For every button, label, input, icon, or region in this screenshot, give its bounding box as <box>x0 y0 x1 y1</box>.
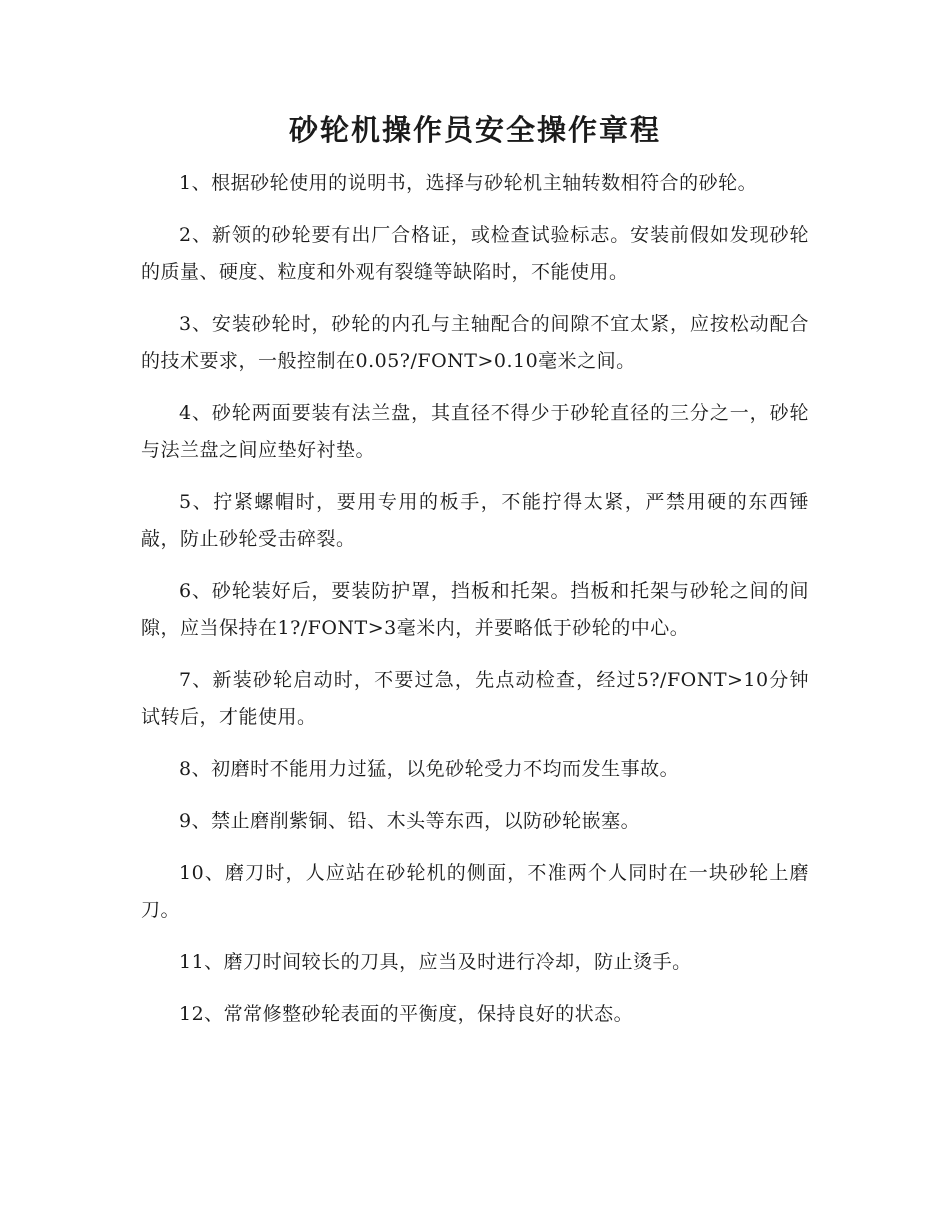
rule-paragraph-1: 1、根据砂轮使用的说明书，选择与砂轮机主轴转数相符合的砂轮。 <box>179 172 758 194</box>
document-title: 砂轮机操作员安全操作章程 <box>288 113 661 147</box>
rule-paragraph-6: 6、砂轮装好后，要装防护罩，挡板和托架。挡板和托架与砂轮之间的间隙，应当保持在1?/FONT>3毫米内，并要略低于砂轮的中心。 <box>141 580 809 639</box>
rule-paragraph-9: 9、禁止磨削紫铜、铅、木头等东西，以防砂轮嵌塞。 <box>179 810 641 832</box>
rule-paragraph-10: 10、磨刀时，人应站在砂轮机的侧面，不准两个人同时在一块砂轮上磨刀。 <box>141 862 809 921</box>
rule-paragraph-11: 11、磨刀时间较长的刀具，应当及时进行冷却，防止烫手。 <box>179 951 692 973</box>
rule-paragraph-2: 2、新领的砂轮要有出厂合格证，或检查试验标志。安装前假如发现砂轮的质量、硬度、粒度和外观有裂缝等缺陷时，不能使用。 <box>141 224 809 283</box>
rule-paragraph-8: 8、初磨时不能用力过猛，以免砂轮受力不均而发生事故。 <box>179 758 680 780</box>
rule-paragraph-12: 12、常常修整砂轮表面的平衡度，保持良好的状态。 <box>179 1003 634 1025</box>
rule-paragraph-4: 4、砂轮两面要装有法兰盘，其直径不得少于砂轮直径的三分之一，砂轮与法兰盘之间应垫好衬垫。 <box>141 402 809 461</box>
rule-paragraph-3: 3、安装砂轮时，砂轮的内孔与主轴配合的间隙不宜太紧，应按松动配合的技术要求，一般控制在0.05?/FONT>0.10毫米之间。 <box>141 313 809 372</box>
document-body <box>141 165 809 1048</box>
rule-paragraph-5: 5、拧紧螺帽时，要用专用的板手，不能拧得太紧，严禁用硬的东西锤敲，防止砂轮受击碎裂。 <box>141 491 809 550</box>
rule-paragraph-7: 7、新装砂轮启动时，不要过急，先点动检查，经过5?/FONT>10分钟试转后，才能使用。 <box>141 669 809 728</box>
